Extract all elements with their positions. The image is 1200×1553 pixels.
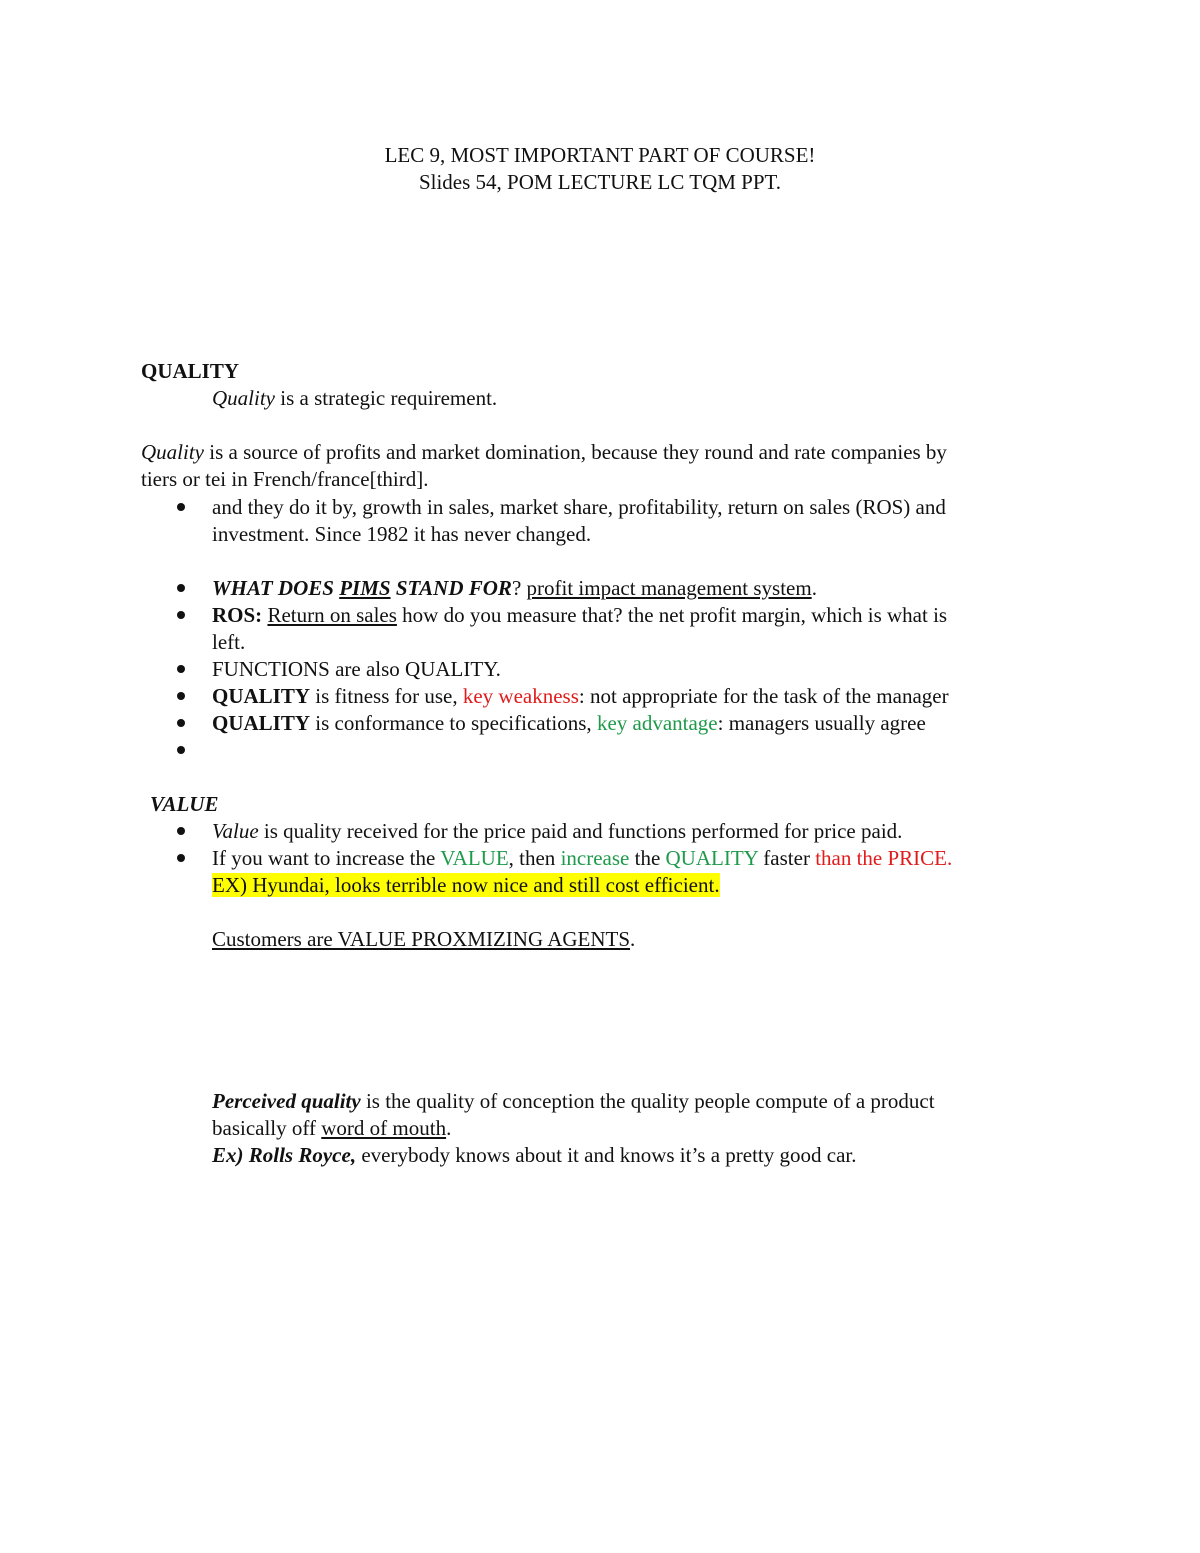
fitness-rest: : not appropriate for the task of the manager <box>578 684 949 708</box>
value-b2-a: If you want to increase the <box>212 846 441 870</box>
word-of-mouth: word of mouth <box>321 1116 447 1140</box>
conformance-label: QUALITY <box>212 711 311 735</box>
perceived-label: Perceived quality <box>212 1089 361 1113</box>
quality-paragraph-line-2: tiers or tei in French/france[third]. <box>141 467 429 491</box>
value-bullet-1 <box>212 818 902 845</box>
ros-label: ROS: <box>212 603 263 627</box>
quality-intro-text: is a strategic requirement. <box>275 386 498 410</box>
fitness-label: QUALITY <box>212 684 311 708</box>
quality-paragraph-line-1 <box>141 439 947 466</box>
ros-text: how do you measure that? the net profit margin, which is what is <box>396 603 948 627</box>
quality-paragraph-term: Quality <box>141 440 204 464</box>
perceived-line-1 <box>212 1088 935 1115</box>
quality-intro <box>212 385 497 412</box>
bullet-icon <box>177 719 185 727</box>
perceived-text: is the quality of conception the quality people compute of a product <box>360 1089 935 1113</box>
bullet-icon <box>177 692 185 700</box>
value-term: Value <box>212 819 259 843</box>
rolls-royce-example <box>212 1142 857 1169</box>
growth-bullet-line-1: and they do it by, growth in sales, market share, profitability, return on sales (ROS) and <box>212 495 946 519</box>
quality-paragraph-text: is a source of profits and market domination, because they round and rate companies by <box>204 440 947 464</box>
quality-intro-term: Quality <box>212 386 275 410</box>
perceived-line2-c: . <box>446 1116 452 1140</box>
value-b2-increase: increase <box>560 846 630 870</box>
quality-heading: QUALITY <box>141 359 240 383</box>
bullet-icon <box>177 854 185 862</box>
doc-title-line-1: LEC 9, MOST IMPORTANT PART OF COURSE! <box>384 143 816 167</box>
pims-bullet <box>212 575 817 602</box>
conformance-rest: : managers usually agree <box>717 711 926 735</box>
bullet-icon <box>177 746 185 754</box>
conformance-text: is conformance to specifications, <box>310 711 597 735</box>
functions-bullet: FUNCTIONS are also QUALITY. <box>212 657 501 681</box>
growth-bullet-line-2: investment. Since 1982 it has never changed. <box>212 522 592 546</box>
value-b2-quality: QUALITY <box>665 846 759 870</box>
value-b2-c: , then <box>508 846 561 870</box>
ros-bullet-line-2: left. <box>212 630 246 654</box>
perceived-line-2 <box>212 1115 451 1142</box>
pims-period: . <box>811 576 817 600</box>
bullet-icon <box>177 665 185 673</box>
value-b2-value: VALUE <box>440 846 509 870</box>
ros-bullet-line-1 <box>212 602 947 629</box>
value-b2-price: than the PRICE. <box>815 846 953 870</box>
bullet-icon <box>177 503 185 511</box>
customers-line <box>212 926 635 953</box>
perceived-line2-a: basically off <box>212 1116 322 1140</box>
bullet-icon <box>177 584 185 592</box>
customers-period: . <box>630 927 636 951</box>
doc-title-line-2: Slides 54, POM LECTURE LC TQM PPT. <box>418 170 782 194</box>
bullet-icon <box>177 611 185 619</box>
hyundai-example-highlight: EX) Hyundai, looks terrible now nice and still cost efficient. <box>212 873 720 897</box>
pims-acronym: PIMS <box>339 576 391 600</box>
conformance-bullet <box>212 710 926 737</box>
value-definition: is quality received for the price paid and functions performed for price paid. <box>258 819 903 843</box>
fitness-key: key weakness <box>462 684 579 708</box>
customers-text: Customers are VALUE PROXMIZING AGENTS <box>212 927 631 951</box>
bullet-icon <box>177 827 185 835</box>
hyundai-example <box>212 872 720 899</box>
pims-answer: profit impact management system <box>526 576 812 600</box>
fitness-bullet <box>212 683 949 710</box>
rolls-royce-text: everybody knows about it and knows it’s a pretty good car. <box>356 1143 857 1167</box>
value-b2-e: the <box>629 846 666 870</box>
value-b2-g: faster <box>758 846 816 870</box>
pims-question-b: STAND FOR <box>390 576 512 600</box>
pims-question-mark: ? <box>511 576 527 600</box>
conformance-key: key advantage <box>596 711 718 735</box>
pims-question-a: WHAT DOES <box>212 576 340 600</box>
ros-term: Return on sales <box>267 603 397 627</box>
value-bullet-2 <box>212 845 952 872</box>
rolls-royce-label: Ex) Rolls Royce, <box>212 1143 357 1167</box>
fitness-text: is fitness for use, <box>310 684 463 708</box>
value-heading: VALUE <box>150 792 219 816</box>
